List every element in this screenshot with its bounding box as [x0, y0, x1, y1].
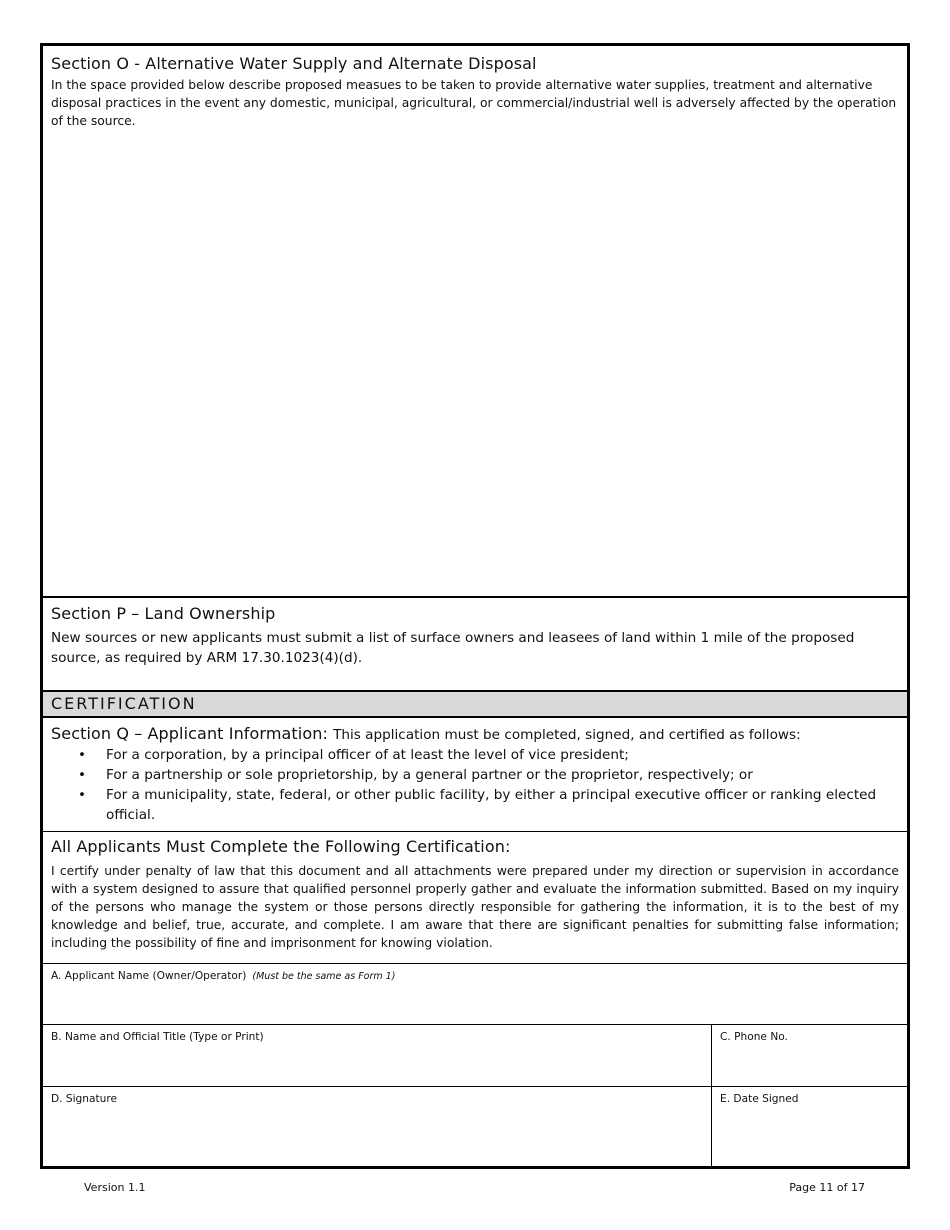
date-signed-label: E. Date Signed: [720, 1093, 799, 1105]
bullet-text: For a corporation, by a principal officer of at least the level of vice president;: [106, 747, 629, 763]
list-item: [51, 785, 899, 825]
applicant-name-note: (Must be the same as Form 1): [252, 971, 396, 982]
phone-field[interactable]: [712, 1025, 907, 1087]
certification-statement-title: All Applicants Must Complete the Following Certification:: [51, 837, 511, 856]
section-p-title: Section P – Land Ownership: [51, 604, 276, 623]
section-o-title: Section O - Alternative Water Supply and Alternate Disposal: [51, 54, 537, 73]
list-item: [51, 745, 899, 765]
bullet-text: For a partnership or sole proprietorship, by a general partner or the proprietor, respectively; or: [106, 767, 753, 783]
name-title-field[interactable]: [43, 1025, 712, 1087]
section-q-title: Section Q – Applicant Information:: [51, 724, 328, 743]
signature-label: D. Signature: [51, 1093, 117, 1105]
list-item: [51, 765, 899, 785]
applicant-name-field[interactable]: [43, 964, 907, 1025]
signature-field[interactable]: [43, 1087, 712, 1166]
date-signed-field[interactable]: [712, 1087, 907, 1166]
bullet-icon: •: [78, 767, 87, 783]
phone-label: C. Phone No.: [720, 1031, 788, 1043]
certification-title: CERTIFICATION: [51, 694, 197, 713]
certification-statement: [43, 832, 907, 964]
certification-header: [43, 692, 907, 718]
name-title-label: B. Name and Official Title (Type or Print): [51, 1031, 264, 1043]
section-o: [43, 46, 907, 598]
section-q: [43, 718, 907, 832]
section-p-instructions: New sources or new applicants must submit a list of surface owners and leasees of land within 1 mile of the proposed source, as required by ARM 17.30.1023(4)(d).: [51, 630, 855, 666]
bullet-icon: •: [78, 747, 87, 763]
section-p: [43, 598, 907, 692]
version-label: Version 1.1: [84, 1181, 146, 1194]
applicant-name-label: A. Applicant Name (Owner/Operator): [51, 970, 247, 982]
section-q-lead: This application must be completed, signed, and certified as follows:: [333, 727, 801, 743]
section-o-instructions: In the space provided below describe proposed measues to be taken to provide alternative water supplies, treatment and alternative disposal practices in the event any domestic, municipal, agricultural, or commercial/industrial well is adversely affected by the operation of the source.: [51, 78, 897, 128]
page-number: Page 11 of 17: [789, 1181, 865, 1194]
certification-statement-text: I certify under penalty of law that this document and all attachments were prepared under my direction or supervision in accordance with a system designed to assure that qualified personnel properly gather and evaluate the information submitted. Based on my inquiry of the persons who manage the system or those persons directly responsible for gathering the information, it is to the best of my knowledge and belief, true, accurate, and complete. I am aware that there are significant penalties for submitting false information; including the possibility of fine and imprisonment for knowing violation.: [51, 864, 899, 950]
bullet-text: For a municipality, state, federal, or other public facility, by either a principal executive officer or ranking elected official.: [106, 787, 877, 823]
form-frame: [40, 43, 910, 1169]
bullet-icon: •: [78, 787, 87, 803]
section-q-bullet-list: [51, 745, 899, 825]
